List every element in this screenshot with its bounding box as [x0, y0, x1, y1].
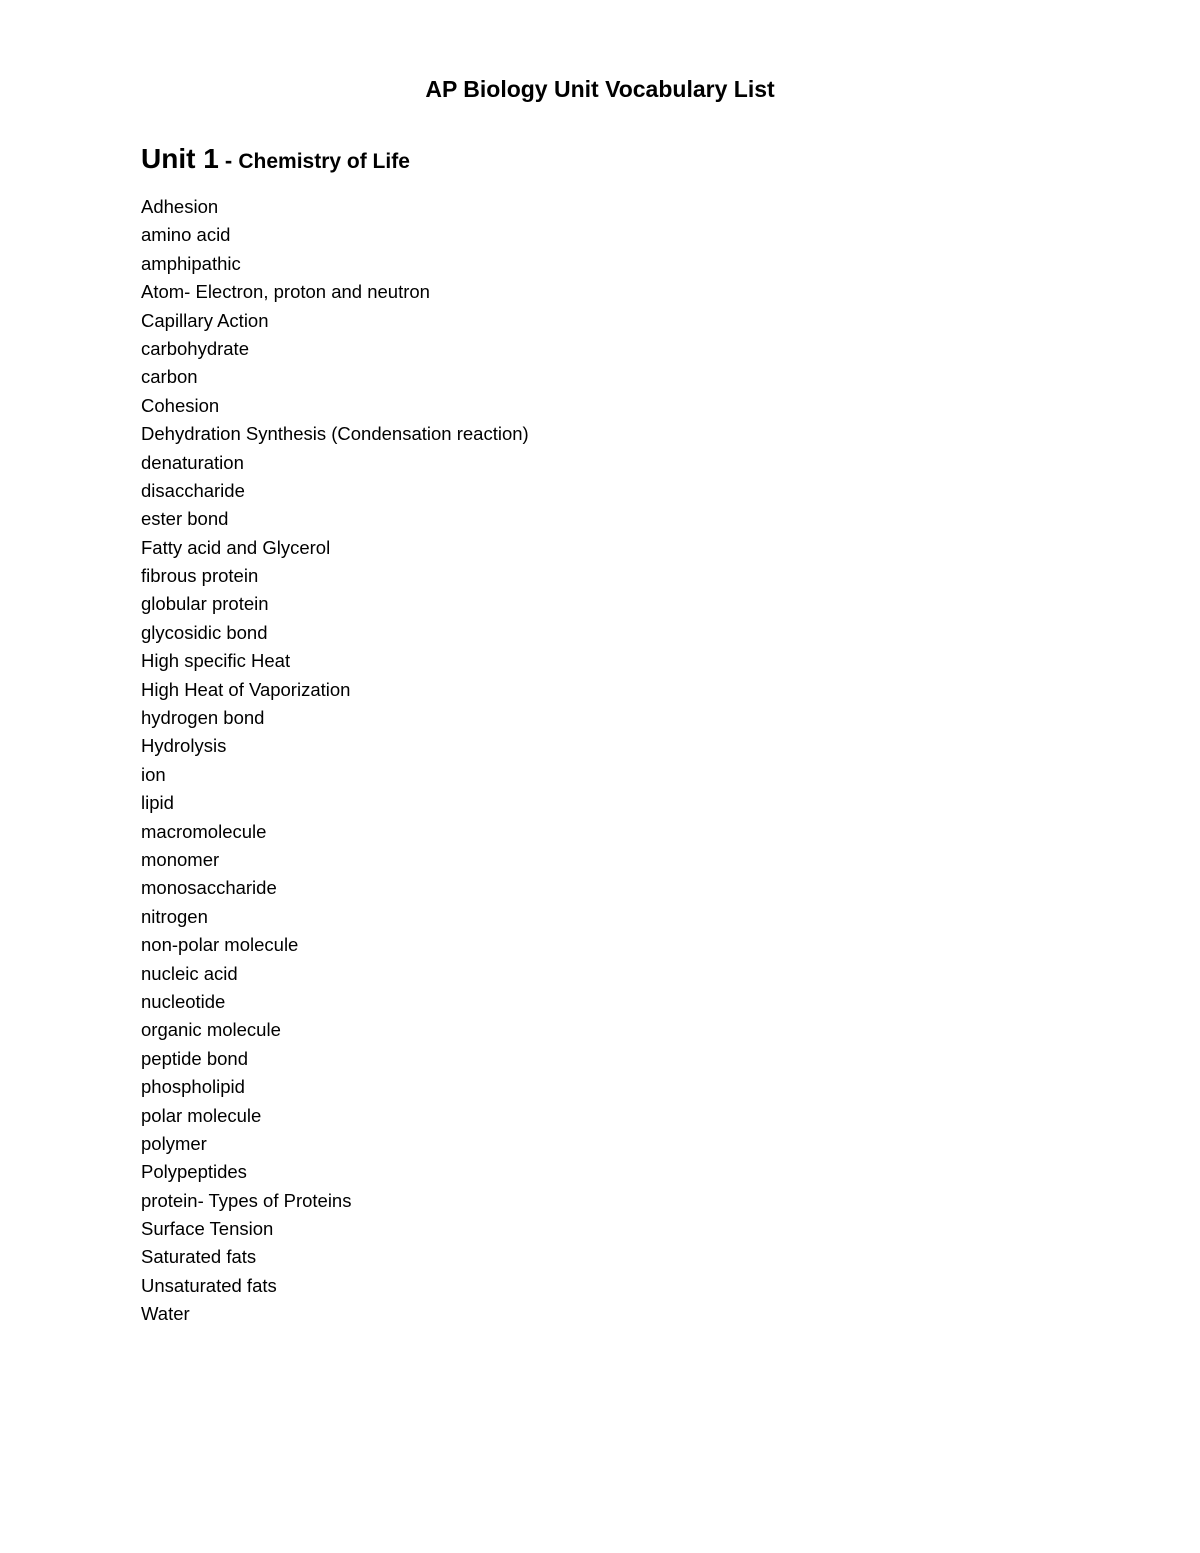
vocabulary-term: peptide bond [141, 1047, 248, 1069]
vocabulary-term: polymer [141, 1132, 207, 1154]
vocabulary-term: Water [141, 1303, 190, 1325]
vocabulary-term: organic molecule [141, 1019, 281, 1041]
vocabulary-term: Polypeptides [141, 1161, 247, 1183]
vocabulary-term: carbon [141, 366, 198, 388]
vocabulary-term: High Heat of Vaporization [141, 678, 351, 700]
vocabulary-term: hydrogen bond [141, 707, 265, 729]
unit-topic: Chemistry of Life [238, 150, 410, 173]
vocabulary-term: Hydrolysis [141, 735, 227, 757]
vocabulary-term: amphipathic [141, 252, 241, 274]
vocabulary-term: fibrous protein [141, 565, 259, 587]
vocabulary-term: disaccharide [141, 479, 245, 501]
vocabulary-term: denaturation [141, 451, 244, 473]
vocabulary-term: monosaccharide [141, 877, 277, 899]
vocabulary-list [141, 193, 529, 1329]
vocabulary-term: High specific Heat [141, 650, 291, 672]
vocabulary-term: lipid [141, 792, 174, 814]
vocabulary-term: Fatty acid and Glycerol [141, 536, 331, 558]
vocabulary-term: polar molecule [141, 1104, 262, 1126]
unit-heading [141, 140, 410, 181]
vocabulary-term: monomer [141, 848, 220, 870]
unit-separator: - [218, 148, 239, 173]
vocabulary-term: Surface Tension [141, 1218, 274, 1240]
unit-label: Unit 1 [141, 143, 219, 174]
vocabulary-term: amino acid [141, 224, 231, 246]
vocabulary-term: glycosidic bond [141, 621, 268, 643]
vocabulary-term: globular protein [141, 593, 269, 615]
vocabulary-term: nitrogen [141, 905, 208, 927]
vocabulary-term: phospholipid [141, 1076, 245, 1098]
vocabulary-term: Cohesion [141, 394, 220, 416]
vocabulary-term: Atom- Electron, proton and neutron [141, 281, 430, 303]
vocabulary-term: ester bond [141, 508, 229, 530]
vocabulary-term: Adhesion [141, 196, 219, 217]
document-title: AP Biology Unit Vocabulary List [425, 76, 775, 102]
vocabulary-term: nucleotide [141, 990, 226, 1012]
vocabulary-term: Unsaturated fats [141, 1274, 277, 1296]
vocabulary-term: ion [141, 763, 166, 785]
vocabulary-term: Dehydration Synthesis (Condensation reaction) [141, 423, 529, 445]
vocabulary-term: protein- Types of Proteins [141, 1189, 352, 1211]
vocabulary-term: carbohydrate [141, 337, 249, 359]
vocabulary-term: nucleic acid [141, 962, 238, 984]
vocabulary-term: Saturated fats [141, 1246, 257, 1268]
vocabulary-term: macromolecule [141, 820, 267, 842]
vocabulary-term: Capillary Action [141, 309, 269, 331]
vocabulary-term: non-polar molecule [141, 934, 299, 956]
